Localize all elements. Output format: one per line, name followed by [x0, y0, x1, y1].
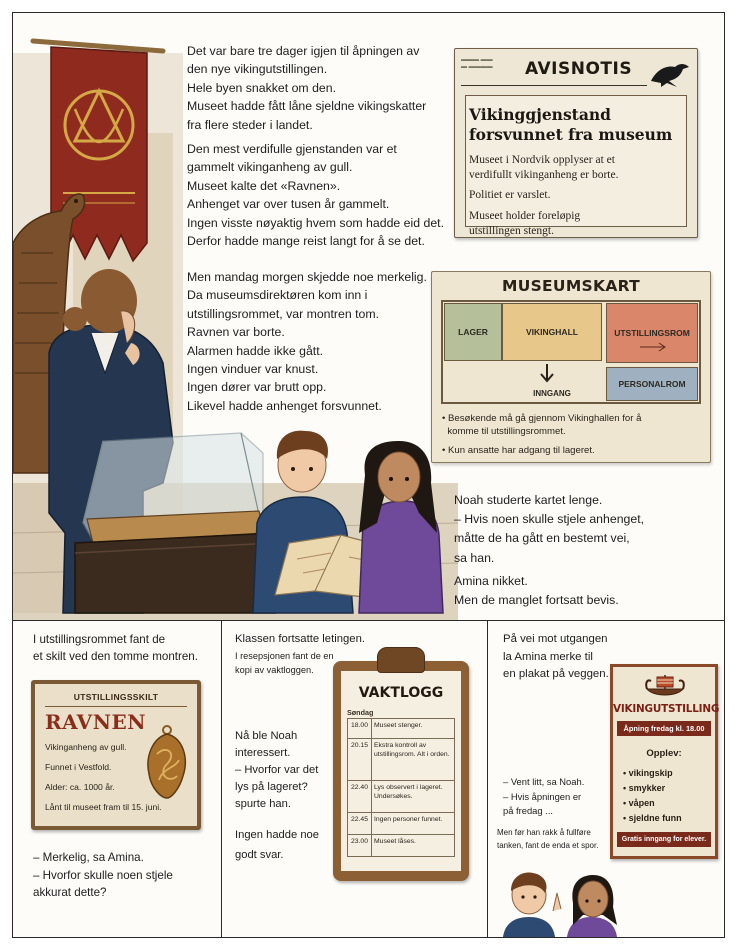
text-line: Den mest verdifulle gjenstanden var et: [187, 142, 397, 157]
log-title: VAKTLOGG: [358, 685, 444, 701]
text-line: – Hvis noen skulle stjele anhenget,: [454, 512, 645, 527]
exhibit-sign: [31, 680, 201, 830]
room-lager: LAGER: [444, 303, 502, 361]
text-line: gammelt vikinganheng av gull.: [187, 160, 353, 175]
log-entry: Lys observert i lageret. Undersøkes.: [372, 781, 455, 813]
newspaper-masthead-lines: ▬▬▬ ▬▬ ▬ ▬▬▬▬: [461, 57, 493, 70]
museum-map: [431, 271, 711, 463]
panel2-intro: [235, 631, 365, 648]
text-line: Ingen visste nøyaktig hvem som hadde eid det.: [187, 215, 445, 230]
panel3-caption: [497, 826, 598, 852]
text-line: interessert.: [235, 747, 291, 759]
text-line: Ingen dører var brutt opp.: [187, 380, 327, 395]
text-line: Da museumsdirektøren kom inn i: [187, 288, 368, 303]
text-line: Klassen fortsatte letingen.: [235, 633, 365, 645]
text-line: et skilt ved den tomme montren.: [33, 650, 198, 663]
article-line: Politiet er varslet.: [469, 189, 551, 201]
log-time: 22.45: [348, 813, 372, 835]
panel-divider: [13, 620, 724, 621]
log-entry: Museet låses.: [372, 835, 455, 857]
entrance-arrow-icon: [532, 364, 562, 386]
table-row: [348, 813, 455, 835]
headline-line: forsvunnet fra museum: [469, 125, 673, 144]
log-time: 22.40: [348, 781, 372, 813]
table-row: [348, 739, 455, 781]
room-utstillingsrom: UTSTILLINGSROM: [606, 303, 698, 363]
sign-line: Funnet i Vestfold.: [45, 762, 112, 772]
poster-heading: Opplev:: [646, 748, 682, 759]
viking-ship-icon: [643, 673, 687, 699]
panel3-dialogue: [503, 775, 584, 819]
panel3-intro: [503, 631, 609, 684]
panel-divider: [221, 620, 222, 937]
clipboard-clip: [377, 647, 425, 673]
article-body: [469, 188, 550, 203]
log-time: 23.00: [348, 835, 372, 857]
text-line: godt svar.: [235, 849, 284, 861]
panel2-outro: [235, 825, 319, 865]
text-line: I utstillingsrommet fant de: [33, 633, 166, 646]
log-entry: Museet stenger.: [372, 719, 455, 739]
text-line: akkurat dette?: [33, 886, 107, 899]
kids-thinking-illustration: [499, 863, 619, 937]
text-line: Likevel hadde anhenget forsvunnet.: [187, 398, 382, 413]
headline-line: Vikinggjenstand: [469, 105, 611, 124]
text-line: Nå ble Noah: [235, 730, 298, 742]
comic-page: [12, 12, 725, 938]
text-line: Museet kalte det «Ravnen».: [187, 178, 341, 193]
log-sheet: [341, 671, 461, 871]
raven-icon: [647, 59, 691, 89]
text-line: Alarmen hadde ikke gått.: [187, 343, 324, 358]
text-line: Hele byen snakket om den.: [187, 80, 337, 95]
newspaper-title: AVISNOTIS: [525, 59, 633, 79]
table-row: [348, 781, 455, 813]
divider: [45, 706, 187, 707]
article-line: utstillingen stengt.: [469, 225, 554, 237]
pendant-icon: [143, 724, 191, 800]
guard-log-clipboard: [333, 647, 469, 881]
text-line: fra flere steder i landet.: [187, 117, 313, 132]
text-line: Men før han rakk å fullføre: [497, 828, 591, 837]
text-line: sa han.: [454, 550, 495, 565]
text-line: – Hvis åpningen er: [503, 790, 582, 802]
sign-line: Vikinganheng av gull.: [45, 742, 127, 752]
article-body: [469, 209, 580, 239]
article-body: [469, 153, 618, 183]
article-line: verdifullt vikinganheng er borte.: [469, 169, 619, 181]
text-line: – Hvorfor skulle noen stjele: [33, 868, 173, 882]
panel-divider: [487, 620, 488, 937]
sign-line: Alder: ca. 1000 år.: [45, 782, 115, 792]
map-title: MUSEUMSKART: [501, 277, 641, 295]
divider: [461, 85, 647, 86]
text-line: la Amina merke til: [503, 650, 593, 663]
note-line: komme til utstillingsrommet.: [442, 426, 566, 437]
newspaper-clipping: [454, 48, 698, 238]
text-line: Men de manglet fortsatt bevis.: [454, 593, 619, 608]
intro-text: [187, 42, 444, 250]
log-time: 18.00: [348, 719, 372, 739]
text-line: I resepsjonen fant de en: [235, 651, 334, 661]
text-line: – Vent litt, sa Noah.: [503, 776, 585, 787]
room-vikinghall: VIKINGHALL: [502, 303, 602, 361]
text-line: den nye vikingutstillingen.: [187, 62, 328, 77]
text-line: på fredag ...: [503, 805, 554, 816]
text-line: Noah studerte kartet lenge.: [454, 493, 603, 507]
text-line: Ravnen var borte.: [187, 325, 285, 340]
text-line: Ingen hadde noe: [235, 829, 319, 841]
exhibition-poster: [610, 664, 718, 859]
text-line: Amina nikket.: [454, 573, 528, 588]
text-line: På vei mot utgangen: [503, 633, 608, 645]
table-row: [348, 835, 455, 857]
article-headline: [469, 105, 672, 145]
poster-title: VIKINGUTSTILLING: [613, 703, 720, 715]
panel1-outro: [33, 849, 173, 902]
poster-item: • sjeldne funn: [623, 813, 682, 823]
sign-title: UTSTILLINGSSKILT: [73, 692, 159, 702]
article-line: Museet i Nordvik opplyser at et: [469, 154, 615, 166]
map-note: [442, 412, 641, 438]
map-note: [442, 444, 595, 457]
text-line: – Hvorfor var det: [235, 764, 319, 776]
log-time: 20.15: [348, 739, 372, 781]
note-line: • Kun ansatte har adgang til lageret.: [442, 445, 595, 456]
text-line: – Merkelig, sa Amina.: [33, 851, 144, 864]
text-line: spurte han.: [235, 798, 291, 810]
artifact-name: RAVNEN: [45, 710, 147, 734]
poster-item: • smykker: [623, 783, 666, 793]
text-line: lys på lageret?: [235, 781, 308, 793]
noah-text: [454, 491, 644, 610]
text-line: tanken, fant de enda et spor.: [497, 841, 599, 850]
text-line: Museet hadde fått låne sjeldne vikingskatter: [187, 99, 427, 114]
text-line: utstillingsrommet, var montren tom.: [187, 306, 380, 321]
text-line: Anhenget var over tusen år gammelt.: [187, 197, 390, 212]
room-personalrom: PERSONALROM: [606, 367, 698, 401]
log-entry: Ekstra kontroll av utstillingsrom. Alt i orden.: [372, 739, 455, 781]
panel1-intro: [33, 631, 198, 665]
text-line: Det var bare tre dager igjen til åpningen av: [187, 44, 420, 58]
text-line: kopi av vaktloggen.: [235, 665, 314, 675]
empty-display-case-icon: [75, 433, 275, 613]
log-day: Søndag: [347, 708, 374, 717]
poster-item: • vikingskip: [623, 768, 673, 778]
text-line: Derfor hadde mange reist langt for å se det.: [187, 234, 425, 249]
route-arrow-icon: [638, 342, 668, 352]
panel2-intro-small: [235, 649, 334, 677]
text-line: måtte de ha gått en bestemt vei,: [454, 531, 630, 546]
log-entry: Ingen personer funnet.: [372, 813, 455, 835]
poster-item: • våpen: [623, 798, 655, 808]
poster-opening-banner: Åpning fredag kl. 18.00: [617, 721, 711, 736]
log-table: [347, 718, 455, 857]
panel2-dialogue: [235, 728, 318, 813]
text-line: Ingen vinduer var knust.: [187, 362, 319, 377]
note-line: • Besøkende må gå gjennom Vikinghallen for å: [442, 413, 642, 424]
article-line: Museet holder foreløpig: [469, 210, 581, 222]
table-row: [348, 719, 455, 739]
sign-line: Lånt til museet fram til 15. juni.: [45, 802, 162, 812]
entrance-label: INNGANG: [533, 388, 571, 398]
discovery-text: [187, 268, 427, 415]
poster-footer-banner: Gratis inngang for elever.: [617, 832, 711, 847]
text-line: en plakat på veggen.: [503, 668, 609, 680]
text-line: Men mandag morgen skjedde noe merkelig.: [187, 270, 427, 284]
